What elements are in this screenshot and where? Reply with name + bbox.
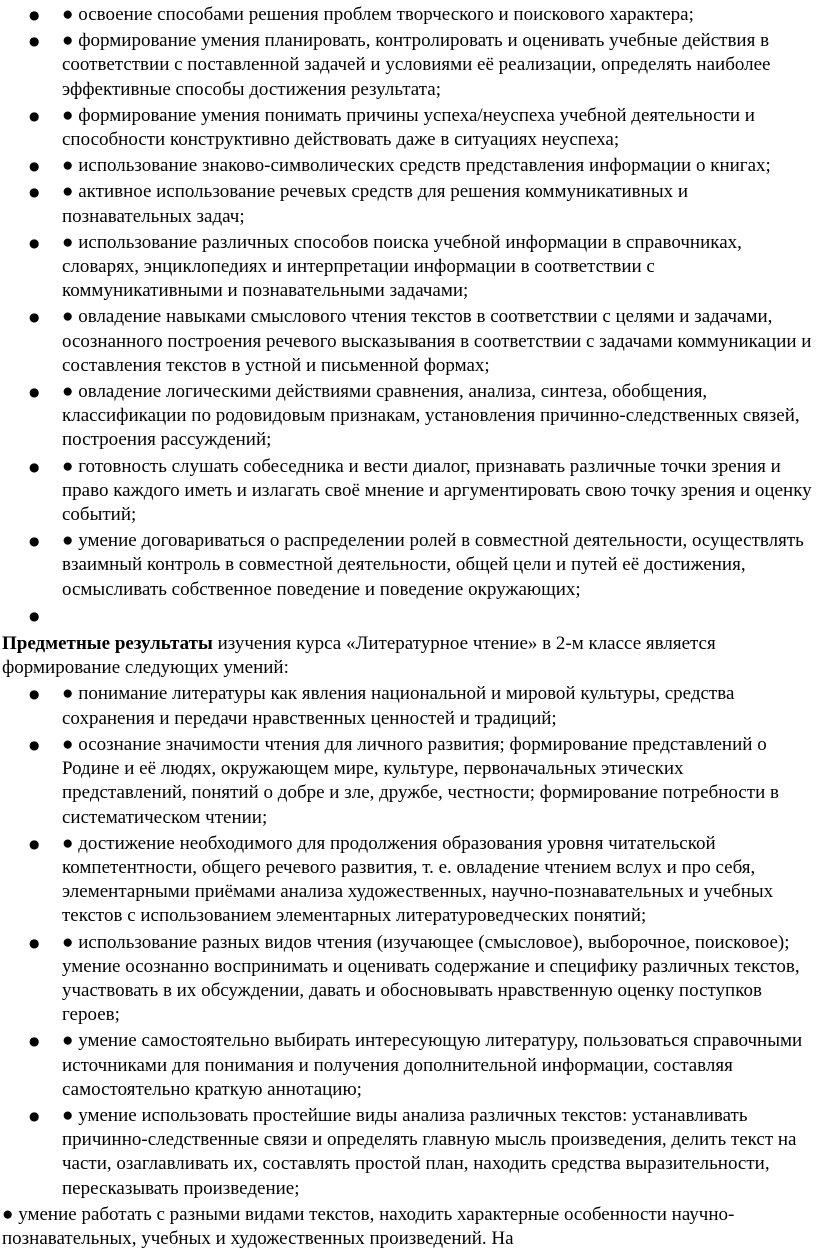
list-item [0,180,816,228]
bullet-icon: ● [29,608,40,623]
list-item-text: ● активное использование речевых средств для решения коммуникативных и познавательных задач; [62,181,688,227]
list-item [0,1104,816,1201]
list-item-text: ● формирование умения понимать причины успеха/неуспеха учебной деятельности и способности конструктивно действовать даже в ситуациях неуспеха; [62,104,755,151]
trailing-paragraph: ● умение работать с разными видами текстов, находить характерные особенности научно-познавательных, учебных и художественных произведений. На [2,1203,735,1249]
subject-results-paragraph [2,632,816,680]
bullet-icon: ● [29,737,40,752]
list-item [0,931,816,1028]
list-item-text: ● использование разных видов чтения (изучающее (смысловое), выборочное, поисковое); умение осознанно воспринимать и оценивать содержание и специфику различных текстов, участвовать в их обсуждении, давать и обосновывать нравственную оценку поступков героев; [62,931,800,1026]
list-item [0,682,816,730]
bullet-icon: ● [29,310,40,325]
list-item-text: ● овладение логическими действиями сравнения, анализа, синтеза, обобщения, классификации по родовидовым признакам, установления причинно-следственных связей, построения рассуждений; [62,381,800,451]
list-item-text: ● умение договариваться о распределении ролей в совместной деятельности, осуществлять взаимный контроль в совместной деятельности, общей цели и путей её достижения, осмысливать собственное поведение и поведение окружающих; [62,530,804,600]
bullet-icon: ● [29,385,40,400]
bullet-icon: ● [29,935,40,950]
bullet-icon: ● [29,459,40,474]
list-item-text: ● готовность слушать собеседника и вести диалог, признавать различные точки зрения и право каждого иметь и излагать своё мнение и аргументировать свою точку зрения и оценку событий; [62,455,812,526]
list-item-text: ● формирование умения планировать, контролировать и оценивать учебные действия в соответствии с поставленной задачей и условиями её реализации, определять наиболее эффективные способы достижения результата; [62,30,771,100]
list-item-text [62,605,67,626]
list-item [0,3,816,27]
list-item [0,104,816,152]
bullet-icon: ● [29,534,40,549]
bullet-icon: ● [29,34,40,49]
list-item-text: ● освоение способами решения проблем творческого и поискового характера; [62,4,694,25]
list-item-text: ● умение использовать простейшие виды анализа различных текстов: устанавливать причинно-следственные связи и определять главную мысль произведения, делить текст на части, озаглавливать их, составлять простой план, находить средства выразительности, пересказывать произведение; [62,1104,797,1199]
list-item [0,455,816,528]
list-item [0,305,816,378]
bullet-icon: ● [29,687,40,702]
list-item [0,832,816,929]
subject-results-text: изучения курса «Литературное чтение» в 2-м классе является формирование следующих умений: [2,633,716,679]
list-item [0,29,816,102]
list-item [0,154,816,178]
bullet-icon: ● [29,159,40,174]
bullet-icon: ● [29,185,40,200]
list-item-text: ● осознание значимости чтения для личного развития; формирование представлений о Родине и её людях, окружающем мире, культуре, первоначальных этических представлений, понятий о добре и зле, дружбе, честности; формирование потребности в систематическом чтении; [62,733,779,828]
bullet-list-metasubject [0,3,816,628]
list-item [0,529,816,602]
list-item [0,380,816,453]
list-item [0,1029,816,1102]
list-item-empty [0,604,816,628]
bullet-list-subject [0,682,816,1200]
list-item [0,231,816,304]
subject-results-heading: Предметные результаты [2,633,213,655]
bullet-icon: ● [29,1108,40,1123]
list-item-text: ● понимание литературы как явления национальной и мировой культуры, средства сохранения и передачи нравственных ценностей и традиций; [62,683,735,729]
bullet-icon: ● [29,1034,40,1049]
bullet-icon: ● [29,836,40,851]
list-item-text: ● использование различных способов поиска учебной информации в справочниках, словарях, энциклопедиях и интерпретации информации в соответствии с коммуникативными и познавательными задачами; [62,231,742,302]
bullet-icon: ● [29,8,40,22]
bullet-icon: ● [29,108,40,123]
list-item-text: ● умение самостоятельно выбирать интересующую литературу, пользоваться справочными источниками для понимания и получения дополнительной информации, составляя самостоятельно краткую аннотацию; [62,1030,803,1100]
list-item [0,733,816,830]
list-item-text: ● использование знаково-символических средств представления информации о книгах; [62,155,771,177]
list-item-text: ● овладение навыками смыслового чтения текстов в соответствии с целями и задачами, осознанного построения речевого высказывания в соответствии с задачами коммуникации и составления текстов в устной и письменной формах; [62,306,812,376]
bullet-icon: ● [29,235,40,250]
list-item-text: ● достижение необходимого для продолжения образования уровня читательской компетентности, общего речевого развития, т. е. овладение чтением вслух и про себя, элементарными приёмами анализа художественных, научно-познавательных и учебных текстов с использованием элементарных литературоведческих понятий; [62,832,774,927]
